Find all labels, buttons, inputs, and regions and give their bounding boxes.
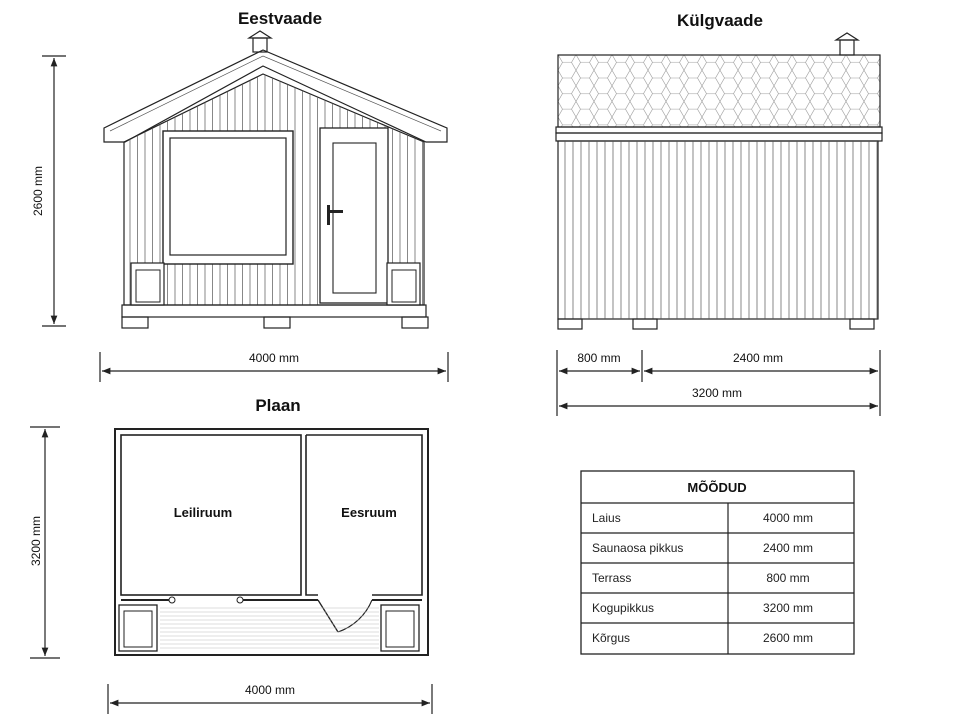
- table-row-value: 4000 mm: [762, 511, 814, 525]
- front-view: [31, 9, 448, 382]
- table-row-label: Kogupikkus: [592, 601, 655, 615]
- side-dimensions: [557, 350, 880, 416]
- plan-view: [29, 396, 432, 714]
- front-foundation: [122, 305, 428, 328]
- front-window: [163, 131, 293, 264]
- side-chimney: [836, 33, 858, 55]
- side-foundation: [558, 319, 874, 329]
- table-row-label: Laius: [592, 511, 621, 525]
- table-row-value: 2600 mm: [762, 631, 814, 645]
- dimensions-table: [581, 471, 854, 654]
- front-view-title: Eestvaade: [237, 9, 323, 28]
- side-sauna-label: 2400 mm: [732, 351, 784, 365]
- plan-terrace: [119, 605, 419, 651]
- table-row-value: 800 mm: [766, 571, 810, 585]
- side-view: [556, 11, 882, 416]
- table-row-label: Kõrgus: [592, 631, 631, 645]
- front-roof: [104, 50, 447, 142]
- side-terrace-label: 800 mm: [577, 351, 621, 365]
- front-chimney: [249, 31, 271, 52]
- table-header: MÕÕDUD: [687, 480, 747, 495]
- room-label-leiliruum: Leiliruum: [173, 505, 233, 520]
- table-row-value: 3200 mm: [762, 601, 814, 615]
- side-roof: [556, 55, 882, 141]
- door-handle: [327, 205, 330, 225]
- side-wall: [558, 141, 878, 319]
- table-row-value: 2400 mm: [762, 541, 814, 555]
- front-height-dimension: [31, 56, 66, 326]
- front-height-label: 2600 mm: [31, 165, 45, 217]
- front-width-dimension: [100, 351, 448, 382]
- plan-width-label: 4000 mm: [244, 683, 296, 697]
- plan-depth-label: 3200 mm: [29, 515, 43, 567]
- front-width-label: 4000 mm: [248, 351, 300, 365]
- side-total-label: 3200 mm: [691, 386, 743, 400]
- table-row-label: Saunaosa pikkus: [592, 541, 684, 555]
- plan-depth-dimension: [29, 427, 60, 658]
- plan-width-dimension: [108, 683, 432, 714]
- front-door: [320, 128, 388, 303]
- room-label-eesruum: Eesruum: [341, 505, 397, 520]
- plan-title: Plaan: [255, 396, 301, 415]
- side-view-title: Külgvaade: [677, 11, 763, 30]
- table-row-label: Terrass: [592, 571, 632, 585]
